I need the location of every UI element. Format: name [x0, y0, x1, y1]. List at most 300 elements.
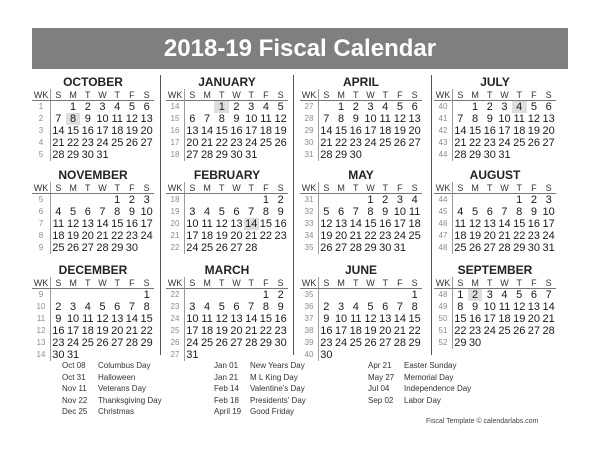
empty-cell — [407, 149, 422, 161]
day-cell: 8 — [114, 206, 121, 218]
holiday-date-label: Jan 21 — [214, 372, 239, 382]
weekday-header: T — [80, 89, 95, 101]
day-cell: 22 — [140, 325, 153, 337]
day-cell: 23 — [125, 230, 139, 242]
day-cell: 23 — [468, 325, 482, 337]
day-cell: 6 — [382, 301, 389, 313]
day-cell: 9 — [233, 113, 240, 125]
holiday-date-label: April 19 — [214, 407, 242, 417]
day-cell: 15 — [215, 125, 228, 137]
day-cell: 11 — [350, 313, 362, 325]
day-cell: 18 — [408, 218, 421, 230]
week-number: 35 — [300, 242, 319, 254]
day-cell: 1 — [367, 194, 374, 206]
day-cell: 16 — [379, 218, 392, 230]
day-cell: 1 — [516, 194, 523, 206]
month-name: SEPTEMBER — [457, 263, 533, 277]
weekday-header: W — [497, 277, 512, 289]
day-cell: 20 — [527, 313, 541, 325]
empty-cell — [497, 194, 512, 206]
empty-cell — [348, 349, 363, 361]
month-grid — [300, 182, 422, 254]
week-number: 10 — [32, 301, 51, 313]
holiday-name: Labor Day — [404, 395, 441, 405]
week-number: 36 — [300, 301, 319, 313]
day-cell: 9 — [84, 113, 91, 125]
empty-cell — [527, 149, 542, 161]
week-number: 29 — [300, 125, 319, 137]
day-cell: 1 — [262, 194, 269, 206]
holiday-date: 4 — [512, 101, 527, 113]
day-cell: 15 — [259, 218, 273, 230]
day-cell: 7 — [545, 289, 552, 301]
weekday-header: M — [200, 277, 215, 289]
day-cell: 18 — [52, 230, 65, 242]
day-cell: 5 — [472, 206, 479, 218]
empty-cell — [95, 194, 110, 206]
day-cell: 28 — [542, 325, 555, 337]
day-cell: 2 — [277, 194, 284, 206]
empty-cell — [334, 194, 349, 206]
month-grid — [32, 89, 154, 161]
day-cell: 1 — [70, 101, 77, 113]
day-cell: 12 — [393, 113, 407, 125]
day-cell: 18 — [200, 325, 214, 337]
holiday-date-label: Nov 22 — [62, 395, 88, 405]
empty-cell — [453, 194, 468, 206]
day-cell: 14 — [96, 218, 109, 230]
month-block — [300, 168, 422, 254]
day-cell: 7 — [352, 206, 359, 218]
weekday-header: W — [95, 89, 110, 101]
day-cell: 16 — [81, 125, 94, 137]
holiday-item — [62, 383, 162, 395]
weekday-header: S — [273, 89, 288, 101]
week-number: 18 — [166, 149, 185, 161]
empty-cell — [393, 149, 408, 161]
week-number: 7 — [32, 218, 51, 230]
week-number: 22 — [166, 242, 185, 254]
day-cell: 26 — [215, 242, 228, 254]
month-name: JUNE — [344, 263, 377, 277]
day-cell: 5 — [218, 301, 225, 313]
day-cell: 18 — [498, 313, 511, 325]
week-number: 18 — [166, 194, 185, 206]
weekday-header: F — [393, 182, 408, 194]
day-cell: 6 — [114, 301, 121, 313]
day-cell: 7 — [99, 206, 106, 218]
day-cell: 9 — [486, 113, 493, 125]
day-cell: 1 — [472, 101, 479, 113]
weekday-header: S — [407, 277, 422, 289]
day-cell: 29 — [140, 337, 153, 349]
day-cell: 20 — [408, 125, 421, 137]
day-cell: 11 — [52, 218, 65, 230]
day-cell: 15 — [66, 125, 80, 137]
day-cell: 19 — [96, 325, 109, 337]
day-cell: 13 — [140, 113, 153, 125]
day-cell: 24 — [364, 137, 377, 149]
weekday-header: F — [125, 277, 140, 289]
weekday-header: F — [125, 182, 140, 194]
day-cell: 10 — [393, 206, 407, 218]
day-cell: 26 — [215, 337, 228, 349]
weekday-header: M — [66, 182, 81, 194]
empty-cell — [348, 194, 363, 206]
weekday-header: T — [512, 89, 527, 101]
week-header: WK — [300, 89, 319, 101]
day-cell: 30 — [527, 242, 541, 254]
day-cell: 26 — [274, 137, 287, 149]
day-cell: 22 — [111, 230, 124, 242]
week-number: 33 — [300, 218, 319, 230]
week-number: 25 — [166, 325, 185, 337]
day-cell: 26 — [364, 337, 377, 349]
holiday-item — [214, 372, 306, 384]
day-cell: 31 — [498, 149, 511, 161]
week-number: 43 — [434, 137, 453, 149]
empty-cell — [453, 101, 468, 113]
weekday-header: W — [95, 182, 110, 194]
empty-cell — [200, 289, 215, 301]
day-cell: 24 — [334, 337, 348, 349]
day-cell: 13 — [408, 113, 421, 125]
day-cell: 23 — [483, 137, 496, 149]
week-number: 20 — [166, 218, 185, 230]
day-cell: 3 — [338, 301, 345, 313]
month-block — [32, 263, 154, 361]
day-cell: 26 — [393, 137, 407, 149]
day-cell: 4 — [352, 301, 359, 313]
day-cell: 25 — [498, 325, 511, 337]
week-number: 5 — [32, 194, 51, 206]
day-cell: 26 — [66, 242, 80, 254]
month-grid — [32, 182, 154, 254]
weekday-header: T — [214, 89, 229, 101]
day-cell: 12 — [364, 313, 377, 325]
day-cell: 24 — [393, 230, 407, 242]
weekday-header: S — [407, 89, 422, 101]
empty-cell — [512, 337, 527, 349]
day-cell: 14 — [498, 218, 511, 230]
weekday-header: M — [334, 89, 349, 101]
week-number: 42 — [434, 125, 453, 137]
day-cell: 19 — [393, 125, 407, 137]
day-cell: 19 — [274, 125, 287, 137]
empty-cell — [363, 149, 378, 161]
day-cell: 9 — [352, 113, 359, 125]
day-cell: 4 — [457, 206, 464, 218]
day-cell: 22 — [468, 137, 482, 149]
day-cell: 31 — [393, 242, 407, 254]
month-name: DECEMBER — [58, 263, 128, 277]
holiday-name: New Years Day — [250, 361, 305, 370]
day-cell: 19 — [320, 230, 333, 242]
day-cell: 11 — [111, 113, 123, 125]
day-cell: 3 — [545, 194, 552, 206]
day-cell: 25 — [454, 242, 467, 254]
week-number: 14 — [32, 349, 51, 361]
week-number: 32 — [300, 206, 319, 218]
day-cell: 6 — [233, 206, 240, 218]
week-number: 22 — [166, 289, 185, 301]
weekday-header: T — [378, 277, 393, 289]
day-cell: 8 — [262, 301, 269, 313]
day-cell: 7 — [396, 301, 403, 313]
day-cell: 29 — [408, 337, 421, 349]
day-cell: 3 — [189, 206, 196, 218]
day-cell: 29 — [66, 149, 80, 161]
empty-cell — [334, 349, 349, 361]
day-cell: 13 — [483, 218, 496, 230]
day-cell: 2 — [84, 101, 91, 113]
day-cell: 11 — [260, 113, 272, 125]
day-cell: 15 — [140, 313, 153, 325]
month-name: JULY — [480, 75, 510, 89]
day-cell: 11 — [379, 113, 391, 125]
empty-cell — [259, 149, 274, 161]
day-cell: 10 — [498, 113, 511, 125]
week-number: 13 — [32, 337, 51, 349]
day-cell: 30 — [274, 337, 287, 349]
weekday-header: T — [482, 182, 497, 194]
day-cell: 25 — [259, 137, 273, 149]
holiday-name: Columbus Day — [98, 361, 151, 370]
day-cell: 26 — [527, 137, 541, 149]
day-cell: 18 — [513, 125, 526, 137]
day-cell: 4 — [84, 301, 91, 313]
day-cell: 30 — [81, 149, 94, 161]
weekday-header: M — [200, 89, 215, 101]
day-cell: 10 — [542, 206, 555, 218]
day-cell: 19 — [215, 325, 228, 337]
day-cell: 11 — [82, 313, 94, 325]
day-cell: 12 — [215, 313, 228, 325]
empty-cell — [512, 149, 527, 161]
day-cell: 24 — [483, 325, 496, 337]
week-number: 5 — [32, 149, 51, 161]
day-cell: 12 — [215, 218, 228, 230]
weekday-header: M — [66, 89, 81, 101]
week-number: 4 — [32, 137, 51, 149]
weekday-header: F — [259, 277, 274, 289]
weekday-header: T — [110, 182, 125, 194]
day-cell: 30 — [349, 149, 362, 161]
week-number: 3 — [32, 125, 51, 137]
month-name: APRIL — [343, 75, 379, 89]
day-cell: 26 — [320, 242, 333, 254]
empty-cell — [273, 242, 288, 254]
day-cell: 10 — [140, 206, 153, 218]
holiday-date-label: Nov 11 — [62, 384, 87, 394]
day-cell: 28 — [96, 242, 109, 254]
holiday-name: Valentine's Day — [250, 384, 305, 394]
weekday-header: M — [468, 89, 483, 101]
weekday-header: T — [110, 277, 125, 289]
week-number: 50 — [434, 313, 453, 325]
weekday-header: S — [541, 182, 556, 194]
day-cell: 29 — [259, 337, 273, 349]
month-name: AUGUST — [469, 168, 521, 182]
day-cell: 29 — [454, 337, 467, 349]
weekday-header: W — [229, 89, 244, 101]
day-cell: 7 — [457, 113, 464, 125]
day-cell: 18 — [259, 125, 273, 137]
day-cell: 8 — [218, 113, 225, 125]
day-cell: 14 — [200, 125, 214, 137]
day-cell: 18 — [111, 125, 124, 137]
day-cell: 4 — [501, 289, 508, 301]
day-cell: 16 — [468, 313, 482, 325]
day-cell: 11 — [408, 206, 421, 218]
day-cell: 31 — [245, 149, 258, 161]
day-cell: 23 — [349, 137, 362, 149]
day-cell: 28 — [320, 149, 333, 161]
week-number: 38 — [300, 325, 319, 337]
day-cell: 8 — [472, 113, 479, 125]
day-cell: 25 — [408, 230, 421, 242]
day-cell: 13 — [81, 218, 94, 230]
weekday-header: S — [185, 277, 200, 289]
day-cell: 2 — [382, 194, 389, 206]
day-cell: 8 — [457, 301, 464, 313]
week-number: 6 — [32, 206, 51, 218]
weekday-header: S — [185, 89, 200, 101]
week-header: WK — [32, 277, 51, 289]
empty-cell — [244, 194, 259, 206]
day-cell: 20 — [230, 230, 243, 242]
day-cell: 21 — [200, 137, 214, 149]
day-cell: 29 — [334, 149, 348, 161]
weekday-header: T — [512, 277, 527, 289]
weekday-header: W — [95, 277, 110, 289]
week-number: 16 — [166, 125, 185, 137]
week-number: 39 — [300, 337, 319, 349]
day-cell: 20 — [140, 125, 153, 137]
day-cell: 5 — [128, 101, 135, 113]
day-cell: 25 — [200, 337, 214, 349]
day-cell: 7 — [128, 301, 135, 313]
day-cell: 7 — [323, 113, 330, 125]
holiday-item — [62, 372, 162, 384]
day-cell: 24 — [186, 337, 199, 349]
day-cell: 27 — [542, 137, 555, 149]
day-cell: 22 — [334, 137, 348, 149]
day-cell: 29 — [364, 242, 377, 254]
day-cell: 20 — [542, 125, 555, 137]
day-cell: 11 — [201, 218, 213, 230]
weekday-header: F — [393, 277, 408, 289]
month-block — [32, 75, 154, 161]
day-cell: 21 — [125, 325, 139, 337]
day-cell: 3 — [143, 194, 150, 206]
day-cell: 31 — [542, 242, 555, 254]
day-cell: 15 — [513, 218, 526, 230]
weekday-header: S — [273, 277, 288, 289]
week-number: 49 — [434, 301, 453, 313]
day-cell: 21 — [498, 230, 511, 242]
day-cell: 9 — [128, 206, 135, 218]
day-cell: 26 — [125, 137, 139, 149]
day-cell: 22 — [408, 325, 421, 337]
weekday-header: T — [348, 182, 363, 194]
week-number: 51 — [434, 325, 453, 337]
day-cell: 2 — [128, 194, 135, 206]
day-cell: 3 — [501, 101, 508, 113]
title-banner — [32, 28, 568, 69]
empty-cell — [80, 194, 95, 206]
holiday-date-label: Sep 02 — [368, 395, 394, 405]
day-cell: 17 — [498, 125, 511, 137]
day-cell: 9 — [55, 313, 62, 325]
day-cell: 29 — [513, 242, 526, 254]
week-number: 1 — [32, 101, 51, 113]
day-cell: 13 — [334, 218, 348, 230]
empty-cell — [393, 289, 408, 301]
empty-cell — [125, 149, 140, 161]
holiday-date: 14 — [245, 218, 258, 230]
day-cell: 12 — [125, 113, 139, 125]
day-cell: 3 — [248, 101, 255, 113]
day-cell: 22 — [364, 230, 377, 242]
empty-cell — [244, 289, 259, 301]
empty-cell — [497, 337, 512, 349]
day-cell: 29 — [215, 149, 228, 161]
month-grid — [32, 277, 154, 361]
day-cell: 14 — [349, 218, 362, 230]
holiday-item — [62, 406, 162, 418]
week-number: 28 — [300, 113, 319, 125]
week-number: 46 — [434, 218, 453, 230]
holiday-column — [368, 360, 471, 406]
day-cell: 17 — [542, 218, 555, 230]
day-cell: 23 — [379, 230, 392, 242]
day-cell: 12 — [274, 113, 287, 125]
week-header: WK — [32, 89, 51, 101]
holiday-date-label: May 27 — [368, 372, 395, 382]
day-cell: 24 — [96, 137, 109, 149]
holiday-date-label: Oct 31 — [62, 372, 86, 382]
day-cell: 21 — [320, 137, 333, 149]
day-cell: 6 — [84, 206, 91, 218]
day-cell: 28 — [393, 337, 407, 349]
day-cell: 21 — [52, 137, 65, 149]
day-cell: 20 — [111, 325, 124, 337]
empty-cell — [527, 337, 542, 349]
weekday-header: T — [348, 89, 363, 101]
day-cell: 30 — [320, 349, 333, 361]
day-cell: 17 — [66, 325, 80, 337]
weekday-header: W — [229, 277, 244, 289]
day-cell: 8 — [367, 206, 374, 218]
day-cell: 28 — [125, 337, 139, 349]
day-cell: 14 — [542, 301, 555, 313]
week-header: WK — [166, 277, 185, 289]
week-header: WK — [300, 182, 319, 194]
day-cell: 6 — [530, 289, 537, 301]
weekday-header: W — [497, 89, 512, 101]
day-cell: 29 — [468, 149, 482, 161]
empty-cell — [319, 289, 334, 301]
day-cell: 1 — [457, 289, 464, 301]
weekday-header: S — [139, 277, 154, 289]
day-cell: 9 — [323, 313, 330, 325]
day-cell: 20 — [379, 325, 392, 337]
weekday-header: S — [541, 89, 556, 101]
day-cell: 21 — [542, 313, 555, 325]
holiday-date-label: Oct 08 — [62, 361, 86, 370]
month-grid — [166, 89, 288, 161]
